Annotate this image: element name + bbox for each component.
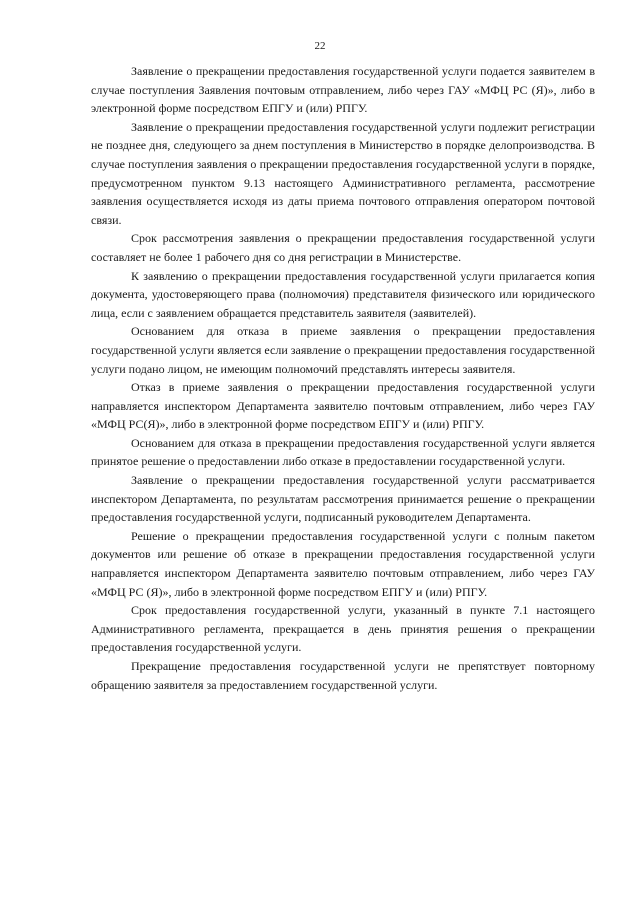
document-body: [91, 62, 595, 694]
paragraph-4: К заявлению о прекращении предоставления государственной услуги прилагается копия документа, удостоверяющего права (полномочия) представителя физического или юридического лица, если с заявлением обращается представитель заявителя (заявителей).: [91, 268, 595, 320]
paragraph-7: Основанием для отказа в прекращении предоставления государственной услуги является принятое решение о предоставлении либо отказе в предоставлении государственной услуги.: [91, 435, 595, 469]
paragraph-1: Заявление о прекращении предоставления государственной услуги подается заявителем в случае поступления Заявления почтовым отправлением, либо через ГАУ «МФЦ РС (Я)», либо в электронной форме посредством ЕПГУ и (или) РПГУ.: [91, 64, 595, 116]
page-number: 22: [314, 40, 326, 52]
paragraph-6: Отказ в приеме заявления о прекращении предоставления государственной услуги направляется инспектором Департамента заявителю почтовым отправлением, либо через ГАУ «МФЦ РС(Я)», либо в электронной форме посредством ЕПГУ и (или) РПГУ.: [91, 380, 595, 432]
paragraph-8: Заявление о прекращении предоставления государственной услуги рассматривается инспектором Департамента, по результатам рассмотрения принимается решение о прекращении предоставления государственной услуги, подписанный руководителем Департамента.: [91, 473, 595, 525]
paragraph-5: Основанием для отказа в приеме заявления о прекращении предоставления государственной услуги является если заявление о прекращении предоставления государственной услуги подано лицом, не имеющим полномочий представлять интересы заявителя.: [91, 324, 595, 376]
paragraph-3: Срок рассмотрения заявления о прекращении предоставления государственной услуги составляет не более 1 рабочего дня со дня регистрации в Министерстве.: [91, 231, 595, 264]
paragraph-11: Прекращение предоставления государственной услуги не препятствует повторному обращению заявителя за предоставлением государственной услуги.: [91, 659, 595, 692]
paragraph-2: Заявление о прекращении предоставления государственной услуги подлежит регистрации не позднее дня, следующего за днем поступления в Министерство в порядке делопроизводства. В случае поступления заявления о прекращении предоставления государственной услуги в порядке, предусмотренном пунктом 9.13 настоящего Административного регламента, рассмотрение заявления осуществляется исходя из даты приема почтового отправления оператором почтовой связи.: [91, 119, 595, 227]
paragraph-10: Срок предоставления государственной услуги, указанный в пункте 7.1 настоящего Административного регламента, прекращается в день принятия решения о прекращении предоставления государственной услуги.: [91, 603, 595, 655]
paragraph-9: Решение о прекращении предоставления государственной услуги с полным пакетом документов или решение об отказе в прекращении предоставления государственной услуги направляется инспектором Департамента заявителю почтовым отправлением, либо через ГАУ «МФЦ РС (Я)», либо в электронной форме посредством ЕПГУ и (или) РПГУ.: [91, 528, 595, 599]
